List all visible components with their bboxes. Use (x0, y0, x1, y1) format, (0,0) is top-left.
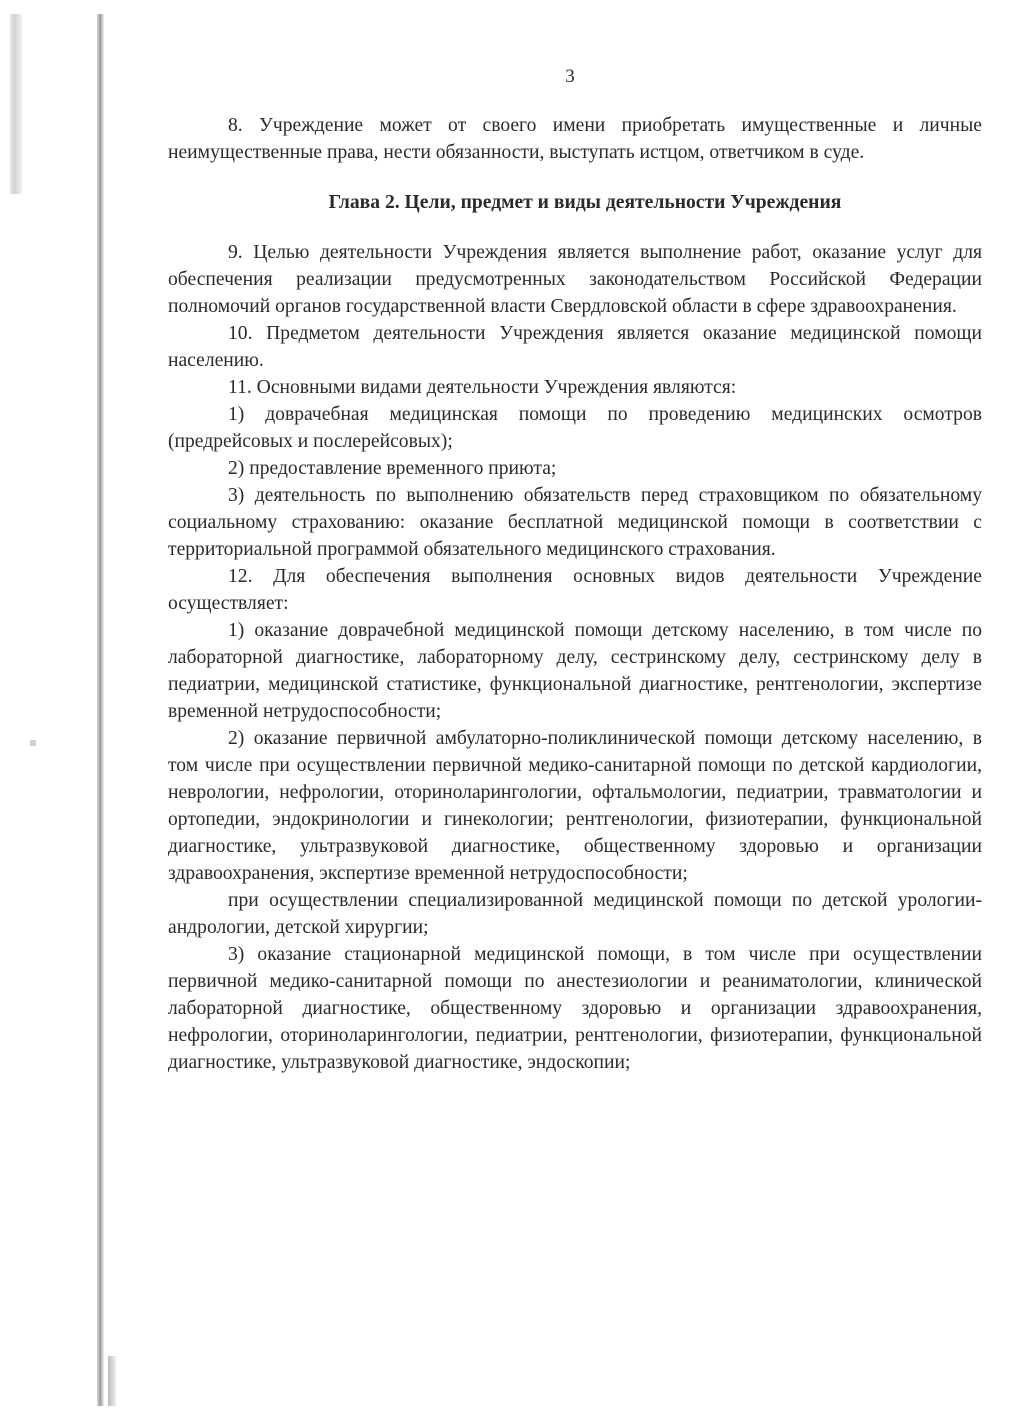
paragraph-11-item-3: 3) деятельность по выполнению обязательств перед страховщиком по обязательному социальному страхованию: оказание бесплатной медицинской помощи в соответствии с территориальной программой обязательного медицинского страхования. (168, 485, 982, 560)
paragraph-8: 8. Учреждение может от своего имени приобретать имущественные и личные неимущественные права, нести обязанности, выступать истцом, ответчиком в суде. (168, 115, 982, 163)
paragraph-12-item-3: 3) оказание стационарной медицинской помощи, в том числе при осуществлении первичной медико-санитарной помощи по анестезиологии и реаниматологии, клинической лабораторной диагностике, общественному здоровью и организации здравоохранения, нефрологии, оториноларингологии, педиатрии, рентгенологии, физиотерапии, функциональной диагностике, ультразвуковой диагностике, эндоскопии; (168, 944, 982, 1073)
page-binding-corner (108, 1356, 116, 1406)
paragraph-11-item-1: 1) доврачебная медицинская помощи по проведению медицинских осмотров (предрейсовых и послерейсовых); (168, 404, 982, 452)
paragraph-12-item-1: 1) оказание доврачебной медицинской помощи детскому населению, в том числе по лабораторной диагностике, лабораторному делу, сестринскому делу, сестринскому делу в педиатрии, медицинской статистике, функциональной диагностике, рентгенологии, экспертизе временной нетрудоспособности; (168, 620, 982, 722)
paragraph-12-item-2: 2) оказание первичной амбулаторно-поликлинической помощи детскому населению, в том числе при осуществлении первичной медико-санитарной помощи по детской кардиологии, неврологии, нефрологии, оториноларингологии, офтальмологии, педиатрии, травматологии и ортопедии, эндокринологии и гинекологии; рентгенологии, физиотерапии, функциональной диагностике, ультразвуковой диагностике, общественному здоровью и организации здравоохранения, экспертизе временной нетрудоспособности; (168, 728, 982, 884)
paragraph-11: 11. Основными видами деятельности Учреждения являются: (228, 377, 737, 398)
paragraph-12: 12. Для обеспечения выполнения основных видов деятельности Учреждение осуществляет: (168, 566, 982, 614)
paragraph-9: 9. Целью деятельности Учреждения является выполнение работ, оказание услуг для обеспечения реализации предусмотренных законодательством Российской Федерации полномочий органов государственной власти Свердловской области в сфере здравоохранения. (168, 242, 982, 317)
paragraph-12-item-2-specialized: при осуществлении специализированной медицинской помощи по детской урологии-андрологии, детской хирургии; (168, 890, 982, 938)
paragraph-10: 10. Предметом деятельности Учреждения является оказание медицинской помощи населению. (168, 323, 982, 371)
scan-edge-shadow (10, 14, 22, 194)
chapter-heading: Глава 2. Цели, предмет и виды деятельности Учреждения (328, 192, 842, 213)
page-number: 3 (565, 66, 575, 87)
page-binding-shadow (97, 14, 104, 1406)
paragraph-11-item-2: 2) предоставление временного приюта; (228, 458, 557, 479)
document-body (168, 112, 982, 1076)
scan-speck (30, 740, 36, 746)
